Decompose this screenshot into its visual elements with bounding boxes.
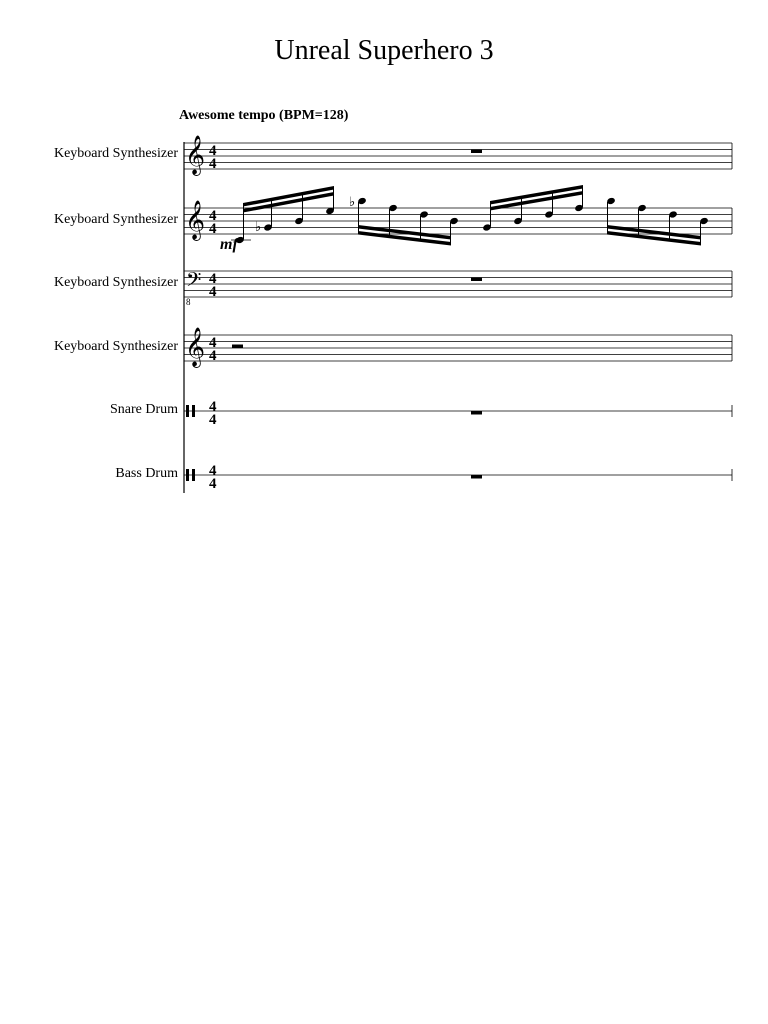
whole-rest — [471, 278, 482, 282]
treble-clef-icon: 𝄞 — [185, 200, 206, 240]
time-signature-top: 4 — [209, 335, 217, 351]
time-signature-bottom: 4 — [209, 476, 217, 492]
staff-5 — [184, 405, 732, 417]
whole-rest — [471, 475, 482, 479]
note-group-1 — [231, 186, 335, 244]
score-title: Unreal Superhero 3 — [274, 35, 494, 66]
clef-octave-mark: 8 — [186, 297, 191, 307]
treble-clef-icon: 𝄞 — [185, 327, 206, 367]
instrument-label-3: Keyboard Synthesizer — [53, 275, 178, 290]
whole-rest — [471, 150, 482, 154]
whole-rest — [471, 411, 482, 415]
time-signature-top: 4 — [209, 271, 217, 287]
instrument-label-5: Snare Drum — [109, 402, 178, 417]
instrument-label-6: Bass Drum — [115, 466, 178, 481]
flat-icon: ♭ — [255, 220, 262, 235]
dynamic-marking: mf — [220, 236, 238, 253]
time-signature-top: 4 — [209, 208, 217, 224]
time-signature-top: 4 — [209, 143, 217, 159]
time-signature-bottom: 4 — [209, 221, 217, 237]
time-signature-bottom: 4 — [209, 412, 217, 428]
instrument-label-2: Keyboard Synthesizer — [53, 212, 178, 227]
note-group-2 — [349, 195, 459, 246]
staff-6 — [184, 469, 732, 481]
treble-clef-icon: 𝄞 — [185, 135, 206, 175]
time-signature-top: 4 — [209, 463, 217, 479]
time-signature-bottom: 4 — [209, 284, 217, 300]
time-signature-bottom: 4 — [209, 156, 217, 172]
staff-1 — [184, 143, 732, 169]
tempo-marking: Awesome tempo (BPM=128) — [179, 108, 349, 123]
instrument-label-4: Keyboard Synthesizer — [53, 339, 178, 354]
staff-4 — [184, 335, 732, 361]
staff-3 — [184, 271, 732, 297]
time-signature-bottom: 4 — [209, 348, 217, 364]
half-rest — [232, 345, 243, 349]
bass-clef-icon: 𝄢 — [186, 268, 202, 296]
time-signature-top: 4 — [209, 399, 217, 415]
instrument-label-1: Keyboard Synthesizer — [53, 146, 178, 161]
flat-icon: ♭ — [349, 195, 356, 210]
